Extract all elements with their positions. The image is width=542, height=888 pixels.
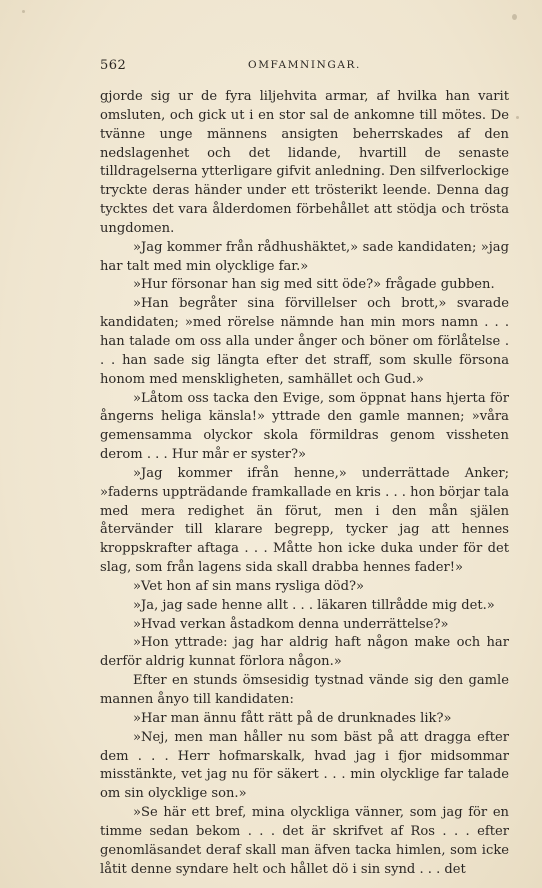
paragraph: »Han begråter sina förvillelser och brott,» svarade kandidaten; »med rörelse nämnde han min mors namn . . . han talade om oss alla under ånger och böner om förlåtelse . . . han sade sig längta efter det straff, som skulle försona honom med menskligheten, samhället och Gud.»	[100, 296, 509, 387]
paragraph: Efter en stunds ömsesidig tystnad vände sig den gamle mannen ånyo till kandidaten:	[100, 673, 509, 707]
paragraph: »Låtom oss tacka den Evige, som öppnat hans hjerta för ångerns heliga känsla!» yttrade den gamle mannen; »våra gemensamma olyckor skola förmildras genom vissheten derom . . . Hur mår er syster?»	[100, 390, 509, 463]
paragraph: »Nej, men man håller nu som bäst på att dragga efter dem . . . Herr hofmarskalk, hvad jag i fjor midsommar misstänkte, vet jag nu för säkert . . . min olycklige far talade om sin olycklige son.»	[100, 729, 509, 802]
paragraph: gjorde sig ur de fyra liljehvita armar, af hvilka han varit omsluten, och gick ut i en stor sal de ankomne till mötes. De tvänne unge männens ansigten beherrskades af den nedslagenhet och det lidande, hvartill de senaste tilldragelserna ytterligare gifvit anledning. Den silfverlockige tryckte deras händer under ett trösterikt leende. Denna dag tycktes det vara ålderdomen förbehållet att stödja och trösta ungdomen.	[100, 89, 509, 236]
running-title: OMFAMNINGAR.	[247, 59, 361, 71]
paper-speck	[512, 14, 517, 20]
page-header	[100, 58, 509, 78]
paper-speck	[22, 10, 25, 13]
paragraph: »Vet hon af sin mans rysliga död?»	[133, 578, 364, 594]
paragraph: »Jag kommer ifrån henne,» underrättade Anker; »faderns uppträdande framkallade en kris . . . hon börjar tala med mera redighet än förut, men i den mån själen återvänder till klarare begrepp, tycker jag att hennes kroppskrafter aftaga . . . Måtte hon icke duka under för det slag, som från lagens sida skall drabba hennes fader!»	[100, 465, 509, 576]
paragraph: »Hvad verkan åstadkom denna underrättelse?»	[133, 616, 449, 632]
paragraph: »Har man ännu fått rätt på de drunknades lik?»	[133, 710, 452, 726]
paragraph: »Ja, jag sade henne allt . . . läkaren tillrådde mig det.»	[133, 597, 495, 613]
paragraph: »Jag kommer från rådhushäktet,» sade kandidaten; »jag har talt med min olycklige far.»	[100, 239, 509, 274]
page-number: 562	[100, 58, 127, 73]
paragraph: »Se här ett bref, mina olyckliga vänner, som jag för en timme sedan bekom . . . det är skrifvet af Ros . . . efter genomläsandet deraf skall man äfven tacka himlen, som icke låtit denne syndare helt och hållet dö i sin synd . . . det	[100, 805, 509, 877]
paragraph: »Hur försonar han sig med sitt öde?» frågade gubben.	[133, 277, 495, 293]
body-text	[100, 88, 509, 879]
paragraph: »Hon yttrade: jag har aldrig haft någon make och har derför aldrig kunnat förlora någon.»	[100, 635, 509, 670]
paper-speck	[516, 116, 519, 119]
